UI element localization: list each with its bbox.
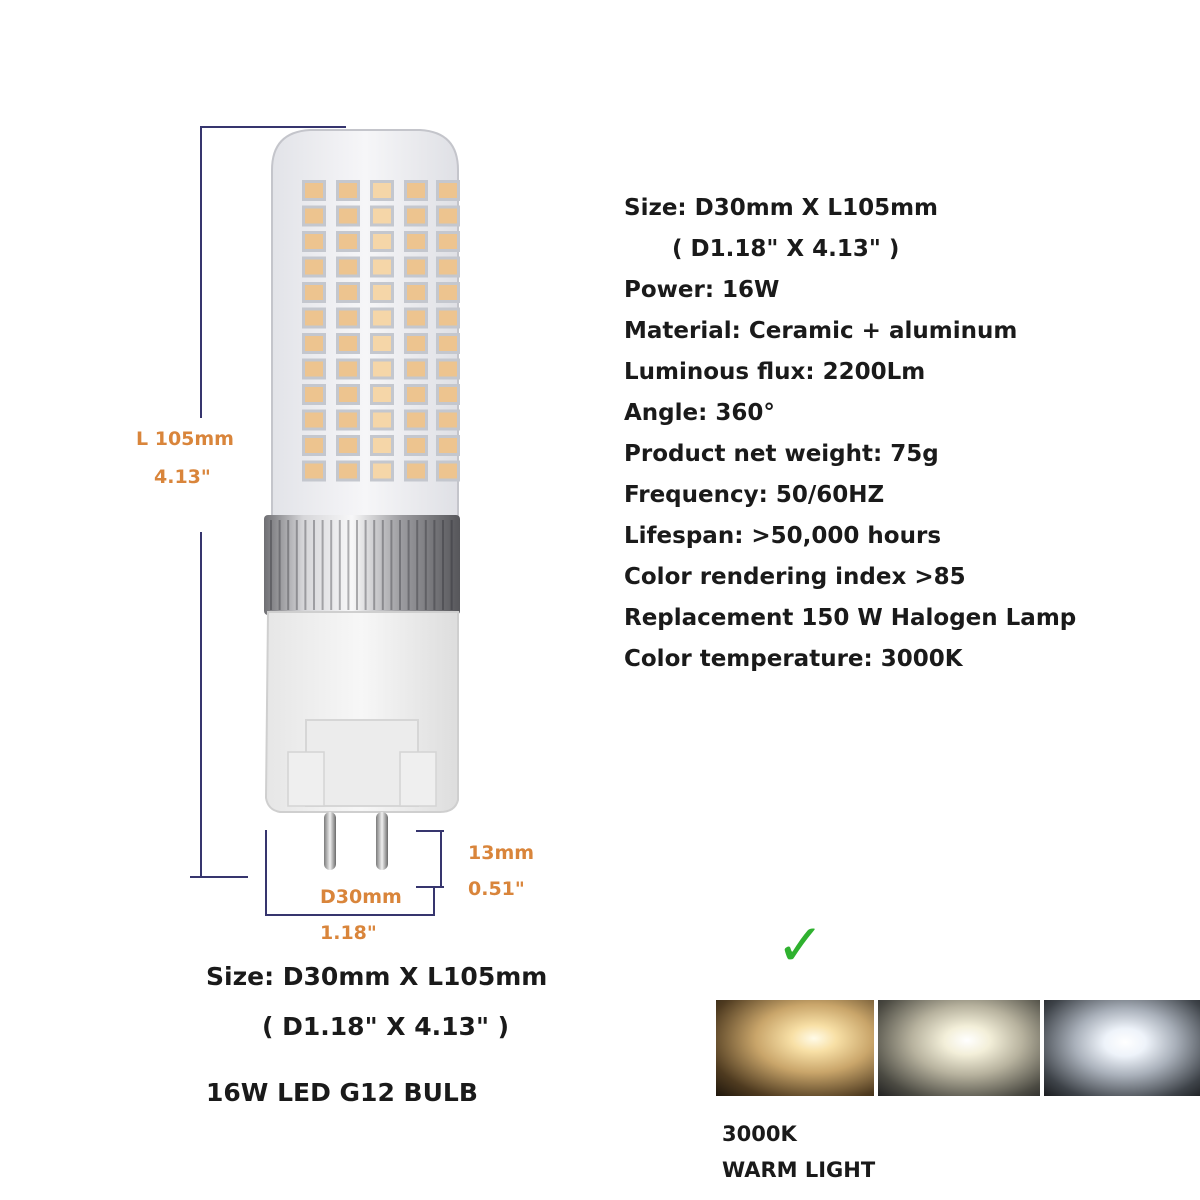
diameter-in-label: 1.18" xyxy=(320,922,377,944)
bulb-heatsink xyxy=(264,515,460,615)
length-dimension-line-upper xyxy=(200,126,202,418)
spec-frequency: Frequency: 50/60HZ xyxy=(624,482,885,508)
pin-dimension-bottom-tick xyxy=(416,886,444,888)
selected-temperature-desc: WARM LIGHT xyxy=(722,1158,876,1182)
pin-mm-label: 13mm xyxy=(468,842,535,864)
pin-dimension-line xyxy=(440,830,442,888)
pin-in-label: 0.51" xyxy=(468,878,525,900)
spec-cri: Color rendering index >85 xyxy=(624,564,966,590)
selected-temperature-label: 3000K xyxy=(722,1122,797,1146)
spec-size: Size: D30mm X L105mm xyxy=(624,195,939,221)
bulb-capsule xyxy=(272,130,458,520)
spec-size-inches: ( D1.18" X 4.13" ) xyxy=(672,236,900,262)
spec-lifespan: Lifespan: >50,000 hours xyxy=(624,523,942,549)
diameter-dimension-left xyxy=(265,830,267,916)
bulb-pin-right xyxy=(376,812,388,870)
length-dimension-bottom-tick xyxy=(190,876,248,878)
bulb-illustration xyxy=(0,0,560,960)
diameter-dimension-right xyxy=(433,886,435,916)
spec-material: Material: Ceramic + aluminum xyxy=(624,318,1018,344)
diameter-mm-label: D30mm xyxy=(320,886,402,908)
length-dimension-top-tick xyxy=(200,126,346,128)
spec-list xyxy=(624,188,1076,680)
spec-power: Power: 16W xyxy=(624,277,780,303)
spec-color-temperature: Color temperature: 3000K xyxy=(624,646,963,672)
length-in-label: 4.13" xyxy=(154,466,211,488)
bulb-pin-left xyxy=(324,812,336,870)
spec-replacement: Replacement 150 W Halogen Lamp xyxy=(624,605,1077,631)
light-option-cool xyxy=(1044,1000,1200,1096)
spec-angle: Angle: 360° xyxy=(624,400,775,426)
diameter-dimension-bottom xyxy=(265,914,435,916)
caption-size: Size: D30mm X L105mm xyxy=(206,962,548,991)
spec-weight: Product net weight: 75g xyxy=(624,441,939,467)
spec-luminous-flux: Luminous flux: 2200Lm xyxy=(624,359,926,385)
light-option-neutral xyxy=(878,1000,1040,1096)
caption-size-inches: ( D1.18" X 4.13" ) xyxy=(262,1012,510,1041)
caption-product-name: 16W LED G12 BULB xyxy=(206,1078,478,1107)
selected-check-icon: ✓ xyxy=(776,911,825,979)
length-dimension-line-lower xyxy=(200,532,202,878)
length-mm-label: L 105mm xyxy=(136,428,234,450)
light-option-warm xyxy=(716,1000,874,1096)
